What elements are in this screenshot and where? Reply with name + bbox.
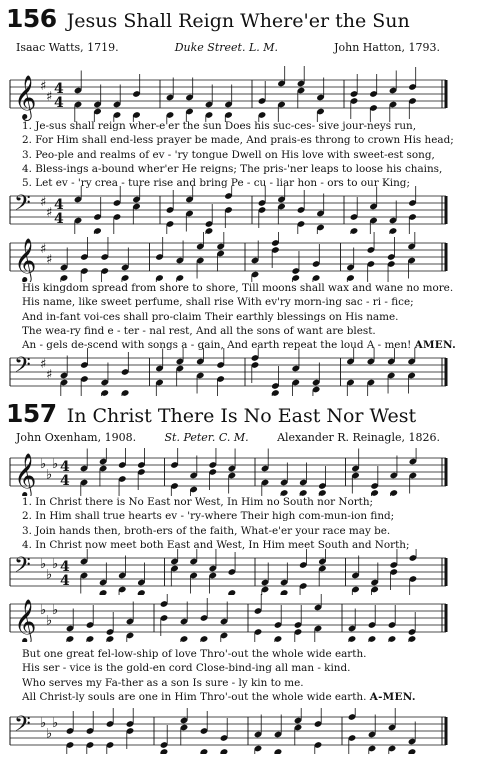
lyric-line: And in-fant voi-ces shall pro-claim Their earthly blessings on His name. xyxy=(22,310,399,323)
svg-text:𝄢: 𝄢 xyxy=(14,553,31,583)
music-staff-treble xyxy=(8,66,448,122)
tune-name: Duke Street. L. M. xyxy=(174,41,279,54)
svg-text:♯: ♯ xyxy=(46,367,53,383)
svg-text:4: 4 xyxy=(54,211,64,227)
tune-name: St. Peter. C. M. xyxy=(164,431,249,444)
svg-text:4: 4 xyxy=(60,459,70,475)
svg-text:4: 4 xyxy=(54,81,64,97)
svg-text:♯: ♯ xyxy=(40,357,47,372)
stanza-block xyxy=(22,281,456,352)
lyric-line: The wea-ry find e - ter - nal rest, And all the sons of want are blest. xyxy=(22,324,376,337)
svg-text:♭: ♭ xyxy=(52,557,59,572)
svg-text:𝄢: 𝄢 xyxy=(14,353,31,383)
music-staff-bass xyxy=(8,708,448,754)
lyric-line: 2. In Him shall true hearts ev - 'ry-where Their high com-mun-ion find; xyxy=(22,510,395,523)
hymn-title: Jesus Shall Reign Where'er the Sun xyxy=(66,10,410,32)
lyric-line: His kingdom spread from shore to shore, Till moons shall wax and wane no more. xyxy=(22,282,454,294)
music-composer: John Hatton, 1793. xyxy=(334,41,440,54)
lyric-line: 1. In Christ there is No East nor West, In Him no South nor North; xyxy=(22,496,374,508)
svg-text:♭: ♭ xyxy=(40,603,47,618)
stanza-block xyxy=(22,119,454,190)
svg-text:♭: ♭ xyxy=(52,716,59,731)
hymn-credits-156 xyxy=(16,41,440,54)
music-staff-bass xyxy=(8,549,448,595)
svg-text:𝄞: 𝄞 xyxy=(14,453,37,496)
lyric-line: 3. Peo-ple and realms of ev - 'ry tongue Dwell on His love with sweet-est song, xyxy=(22,148,435,161)
hymn-number: 156 xyxy=(6,4,57,33)
stanza-block xyxy=(22,495,409,552)
music-composer: Alexander R. Reinagle, 1826. xyxy=(277,431,440,444)
svg-text:𝄢: 𝄢 xyxy=(14,191,31,221)
lyric-line: His name, like sweet perfume, shall rise With ev'ry morn-ing sac - ri - fice; xyxy=(22,296,414,309)
svg-text:♯: ♯ xyxy=(46,89,53,105)
svg-text:♭: ♭ xyxy=(40,457,47,472)
words-author: John Oxenham, 1908. xyxy=(16,431,137,444)
svg-text:♭: ♭ xyxy=(52,457,59,472)
svg-text:♭: ♭ xyxy=(52,603,59,618)
svg-text:4: 4 xyxy=(60,559,70,575)
svg-text:4: 4 xyxy=(60,473,70,489)
music-staff-treble xyxy=(8,448,448,496)
music-staff-treble xyxy=(8,232,448,282)
music-staff-treble xyxy=(8,594,448,642)
svg-text:4: 4 xyxy=(60,573,70,589)
lyric-line: Who serves my Fa-ther as a son Is sure - ly kin to me. xyxy=(22,676,304,689)
lyric-line: But one great fel-low-ship of love Thro'-out the whole wide earth. xyxy=(22,648,367,660)
hymn-credits-157 xyxy=(16,431,440,444)
hymn-heading-156 xyxy=(6,4,410,33)
words-author: Isaac Watts, 1719. xyxy=(16,41,119,54)
stanza-block xyxy=(22,647,416,704)
lyric-line: 5. Let ev - 'ry crea - ture rise and bring Pe - cu - liar hon - ors to our King; xyxy=(22,177,410,190)
lyric-line: 4. In Christ now meet both East and West, In Him meet South and North; xyxy=(22,538,410,551)
music-staff-bass xyxy=(8,186,448,234)
lyric-line: All Christ-ly souls are one in Him Thro'-out the whole wide earth. xyxy=(22,690,367,703)
svg-text:4: 4 xyxy=(54,95,64,111)
svg-text:♯: ♯ xyxy=(46,252,53,268)
svg-text:♯: ♯ xyxy=(40,242,47,257)
lyric-line: 3. Join hands then, broth-ers of the faith, What-e'er your race may be. xyxy=(22,524,391,537)
svg-text:♭: ♭ xyxy=(46,567,53,583)
svg-text:♭: ♭ xyxy=(46,613,53,629)
hymn-title: In Christ There Is No East Nor West xyxy=(66,405,417,427)
lyric-line: 2. For Him shall end-less prayer be made, And prais-es throng to crown His head; xyxy=(22,134,454,147)
amen-label: A-MEN. xyxy=(369,690,416,703)
amen-label: AMEN. xyxy=(414,339,457,352)
svg-text:♯: ♯ xyxy=(46,205,53,221)
svg-text:𝄞: 𝄞 xyxy=(14,75,37,119)
hymn-number: 157 xyxy=(6,399,57,428)
svg-text:♭: ♭ xyxy=(46,726,53,742)
hymn-heading-157 xyxy=(6,399,416,428)
svg-text:♯: ♯ xyxy=(40,195,47,210)
lyric-line: His ser - vice is the gold-en cord Close-bind-ing all man - kind. xyxy=(22,662,351,675)
lyric-line: 1. Je-sus shall reign wher-e'er the sun Does his suc-ces- sive jour-neys run, xyxy=(22,120,417,132)
svg-text:𝄢: 𝄢 xyxy=(14,712,31,742)
svg-text:♯: ♯ xyxy=(40,79,47,94)
lyric-line: 4. Bless-ings a-bound wher'er He reigns; The pris-'ner leaps to loose his chains, xyxy=(22,162,443,175)
svg-text:♭: ♭ xyxy=(40,716,47,731)
svg-text:𝄞: 𝄞 xyxy=(14,238,37,282)
lyric-line: An - gels de-scend with songs a - gain, And earth repeat the loud A - men! xyxy=(22,339,412,352)
svg-text:♭: ♭ xyxy=(46,467,53,483)
svg-text:𝄞: 𝄞 xyxy=(14,599,37,642)
music-staff-bass xyxy=(8,348,448,396)
svg-text:♭: ♭ xyxy=(40,557,47,572)
svg-text:4: 4 xyxy=(54,197,64,213)
